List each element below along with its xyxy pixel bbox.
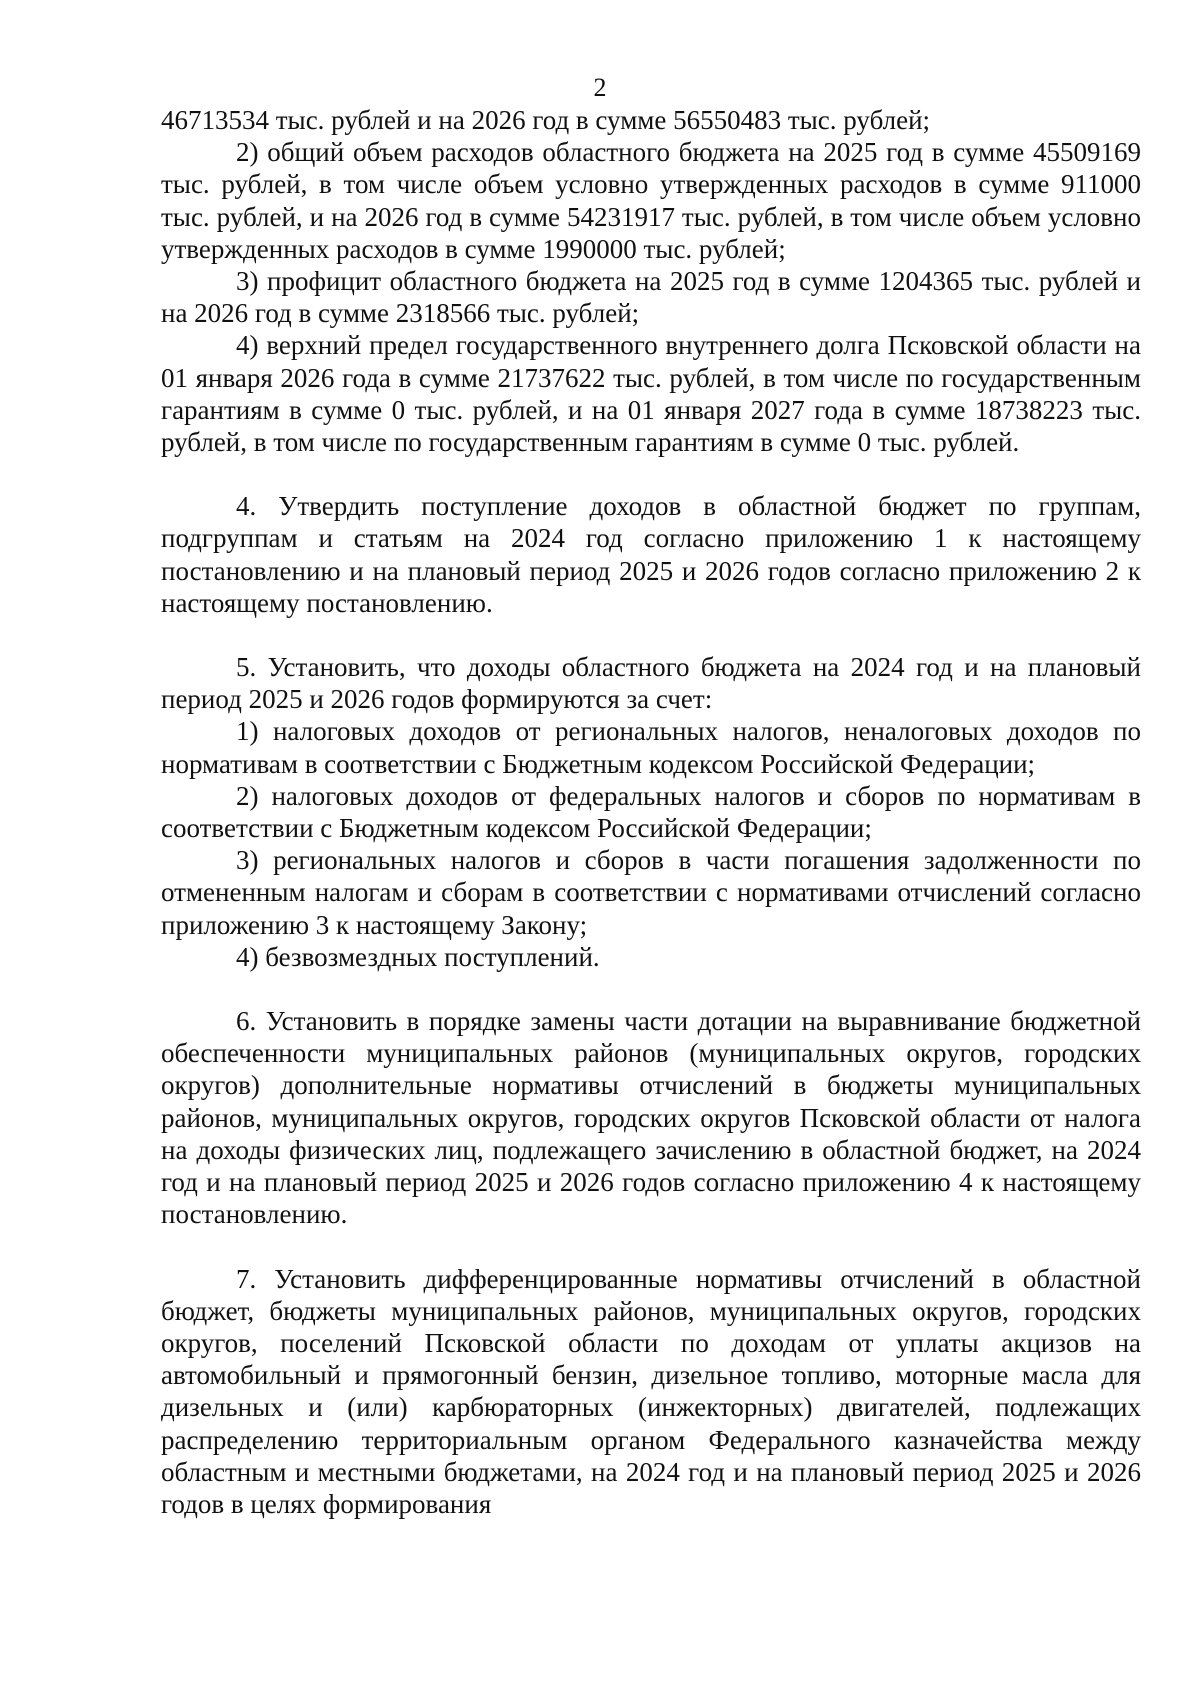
section-6: 6. Установить в порядке замены части дотации на выравнивание бюджетной обеспеченности муниципальных районов (муниципальных округов, городских округов) дополнительные нормативы отчислений в бюджеты муниципальных районов, муниципальных округов, городских округов Псковской области от налога на доходы физических лиц, подлежащего зачислению в областной бюджет, на 2024 год и на плановый период 2025 и 2026 годов согласно приложению 4 к настоящему постановлению. — [161, 1006, 1141, 1230]
section-5-item-3: 3) региональных налогов и сборов в части погашения задолженности по отмененным налогам и сборам в соответствии с нормативами отчислений согласно приложению 3 к настоящему Закону; — [161, 845, 1141, 940]
paragraph-gap — [161, 619, 1141, 651]
paragraph-gap — [161, 1231, 1141, 1263]
section-5: 5. Установить, что доходы областного бюджета на 2024 год и на плановый период 2025 и 2026 годов формируются за счет: — [161, 652, 1141, 715]
document-body — [161, 104, 1141, 1520]
paragraph-continuation: 46713534 тыс. рублей и на 2026 год в сумме 56550483 тыс. рублей; — [161, 105, 931, 135]
section-7: 7. Установить дифференцированные нормативы отчислений в областной бюджет, бюджеты муниципальных районов, муниципальных округов, городских округов, поселений Псковской области по доходам от уплаты акцизов на автомобильный и прямогонный бензин, дизельное топливо, моторные масла для дизельных и (или) карбюраторных (инжекторных) двигателей, подлежащих распределению территориальным органом Федерального казначейства между областным и местными бюджетами, на 2024 год и на плановый период 2025 и 2026 годов в целях формирования — [161, 1263, 1141, 1519]
paragraph-debt-limit: 4) верхний предел государственного внутреннего долга Псковской области на 01 января 2026 года в сумме 21737622 тыс. рублей, в том числе по государственным гарантиям в сумме 0 тыс. рублей, и на 01 января 2027 года в сумме 18738223 тыс. рублей, в том числе по государственным гарантиям в сумме 0 тыс. рублей. — [161, 330, 1141, 458]
section-5-item-4: 4) безвозмездных поступлений. — [236, 941, 600, 972]
paragraph-surplus: 3) профицит областного бюджета на 2025 год в сумме 1204365 тыс. рублей и на 2026 год в сумме 2318566 тыс. рублей; — [161, 266, 1141, 329]
paragraph-gap — [161, 458, 1141, 490]
section-5-item-1: 1) налоговых доходов от региональных налогов, неналоговых доходов по нормативам в соответствии с Бюджетным кодексом Российской Федерации; — [161, 716, 1141, 779]
section-5-item-2: 2) налоговых доходов от федеральных налогов и сборов по нормативам в соответствии с Бюджетным кодексом Российской Федерации; — [161, 780, 1141, 844]
paragraph-expenses: 2) общий объем расходов областного бюджета на 2025 год в сумме 45509169 тыс. рублей, в том числе объем условно утвержденных расходов в сумме 911000 тыс. рублей, и на 2026 год в сумме 54231917 тыс. рублей, в том числе объем условно утвержденных расходов в сумме 1990000 тыс. рублей; — [161, 137, 1141, 264]
page-number: 2 — [593, 73, 607, 102]
section-4: 4. Утвердить поступление доходов в областной бюджет по группам, подгруппам и статьям на 2024 год согласно приложению 1 к настоящему постановлению и на плановый период 2025 и 2026 годов согласно приложению 2 к настоящему постановлению. — [161, 491, 1141, 618]
paragraph-gap — [161, 973, 1141, 1005]
